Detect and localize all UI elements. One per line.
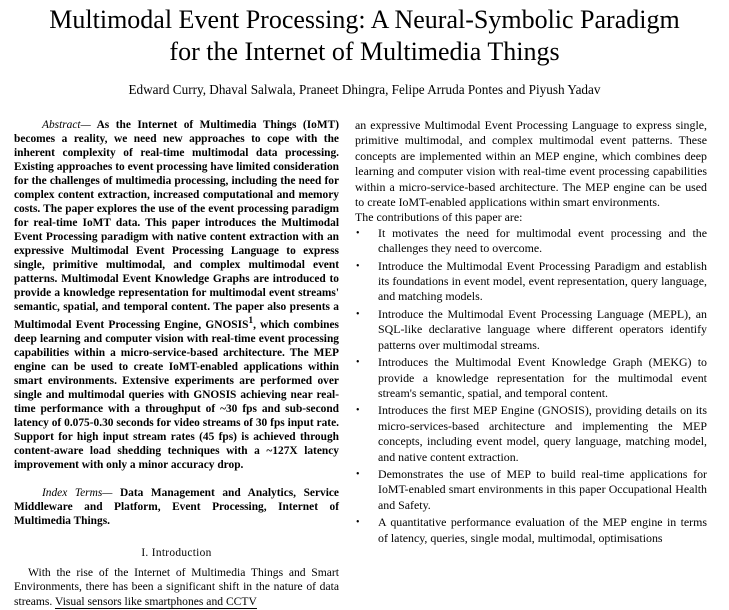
index-terms-label: Index Terms— [42, 486, 113, 499]
bullet-icon: • [356, 308, 360, 320]
title-line-1: Multimodal Event Processing: A Neural-Symbolic Paradigm [49, 5, 680, 34]
left-column [14, 118, 339, 610]
bullet-icon: • [356, 227, 360, 239]
bullet-icon: • [356, 405, 360, 417]
contributions-list [355, 226, 707, 546]
bullet-icon: • [356, 468, 360, 480]
intro-text-underlined: Visual sensors like smartphones and CCTV [55, 594, 257, 608]
list-item: • Introduces the first MEP Engine (GNOSIS), providing details on its micro-services-based architecture and implementing the MEP concepts, including event model, query language, matching model, and native content extraction. [356, 403, 707, 464]
author-list: Edward Curry, Dhaval Salwala, Praneet Dhingra, Felipe Arruda Pontes and Piyush Yadav [128, 82, 601, 97]
abstract-label: Abstract— [42, 119, 91, 131]
list-item: • Introduces the Multimodal Event Knowledge Graph (MEKG) to provide a knowledge representation for the multimodal event stream's semantic, spatial, and temporal content. [356, 355, 707, 400]
bullet-icon: • [356, 260, 360, 272]
footnote-marker: 1 [248, 316, 254, 326]
list-item: • Introduce the Multimodal Event Processing Paradigm and establish its foundations in event model, event representation, query language, and matching models. [356, 258, 707, 304]
abstract [14, 118, 339, 472]
index-terms [14, 486, 339, 528]
bullet-icon: • [356, 517, 360, 529]
right-column [355, 118, 707, 548]
contributions-heading: The contributions of this paper are: [355, 210, 523, 225]
introduction-paragraph [14, 566, 339, 610]
list-item: • A quantitative performance evaluation of the MEP engine in terms of latency, queries, single modal, multimodal, optimisations [356, 515, 707, 545]
bullet-icon: • [356, 357, 360, 369]
abstract-text-continued: , which combines deep learning and computer vision with real-time event processing capabilities within a micro-service-based architecture. The MEP engine can be used to create IoMT-enabled applications within smart environments. Extensive experiments are performed over single and multimodal queries with GNOSIS achieving near real-time performance with a throughput of ~30 fps and sub-second latency of 0.075-0.30 seconds for video streams of 30 fps input rate. Support for high input stream rates (45 fps) is achieved through content-aware load shedding techniques with a ~127X latency improvement with only a minor accuracy drop. [14, 318, 339, 471]
title-line-2: for the Internet of Multimedia Things [169, 37, 560, 66]
section-heading-introduction: I. Introduction [141, 546, 212, 559]
abstract-text: As the Internet of Multimedia Things (IoMT) becomes a reality, we need new approaches to cope with the inherent complexity of real-time multimodal data processing. Existing approaches to event processing have limited consideration for the challenges of multimedia processing, including the need for complex content extraction, increased computational and memory costs. The paper explores the use of the event processing paradigm for real-time IoMT data. This paper introduces the Multimodal Event Processing paradigm with native content extraction with an expressive Multimodal Event Processing Language to express single, primitive multimodal, and complex multimodal event patterns. Multimodal Event Knowledge Graphs are introduced to provide a knowledge representation for multimodal event streams' semantic, spatial, and temporal content. The paper also presents a Multimodal Event Processing Engine, GNOSIS [14, 119, 339, 331]
paper-title [0, 4, 729, 68]
list-item: • Demonstrates the use of MEP to build real-time applications for IoMT-enabled smart environments in this paper Occupational Health and Safety. [356, 466, 707, 512]
intro-text: With the rise of the Internet of Multimedia Things and Smart Environments, there has been a significant shift in the nature of data streams. [14, 565, 339, 608]
right-intro-paragraph: an expressive Multimodal Event Processing Language to express single, primitive multimodal, and complex multimodal event patterns. These concepts are implemented within an MEP engine, which combines deep learning and computer vision with real-time event processing capabilities within a micro-service-based architecture. The MEP engine can be used to create IoMT-enabled applications within smart environments. [355, 118, 707, 210]
index-terms-text: Data Management and Analytics, Service Middleware and Platform, Event Processing, Internet of Multimedia Things. [14, 486, 339, 527]
list-item: • Introduce the Multimodal Event Processing Language (MEPL), an SQL-like declarative language where different operators identify patterns over multimodal streams. [356, 306, 707, 352]
list-item: • It motivates the need for multimodal event processing and the challenges they need to overcome. [356, 225, 707, 256]
